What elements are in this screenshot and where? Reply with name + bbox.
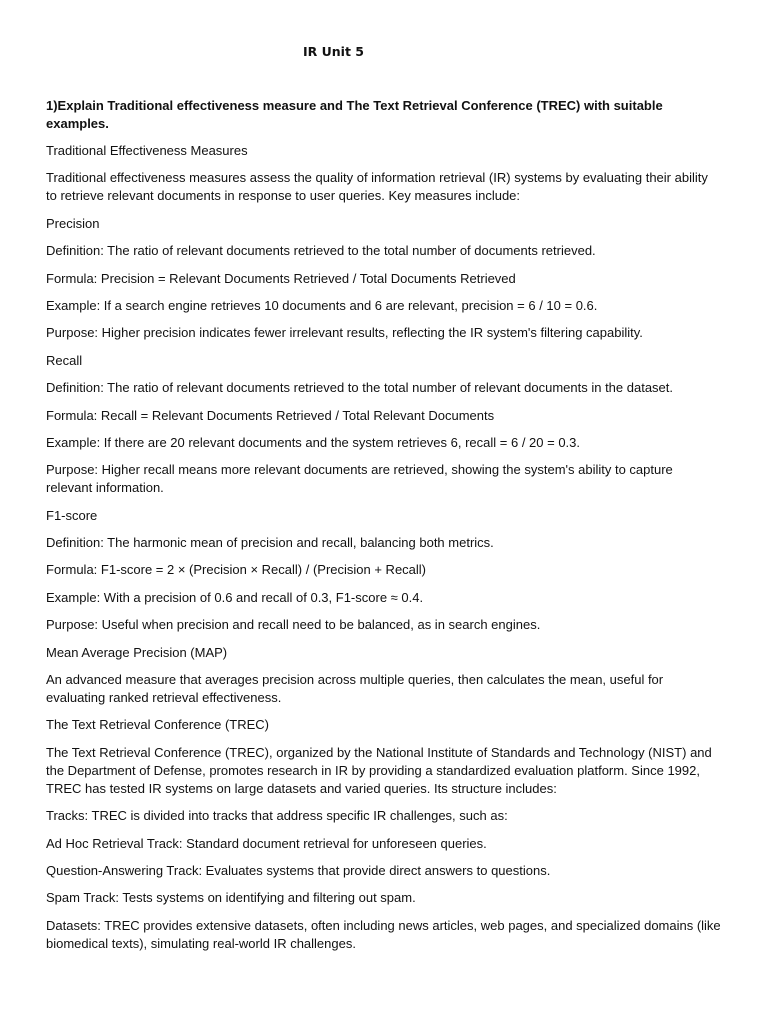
trec-tracks: Tracks: TREC is divided into tracks that address specific IR challenges, such as: <box>46 808 508 824</box>
subheading-map: Mean Average Precision (MAP) <box>46 644 228 660</box>
trec-track-adhoc: Ad Hoc Retrieval Track: Standard document retrieval for unforeseen queries. <box>46 835 487 851</box>
recall-example: Example: If there are 20 relevant documents and the system retrieves 6, recall = 6 / 20 = 0.3. <box>46 434 581 450</box>
recall-purpose: Purpose: Higher recall means more relevant documents are retrieved, showing the system's ability to capture relevant information. <box>46 462 673 496</box>
subheading-recall: Recall <box>46 352 83 368</box>
section-heading-traditional: Traditional Effectiveness Measures <box>46 143 248 158</box>
trec-datasets: Datasets: TREC provides extensive datasets, often including news articles, web pages, and specialized domains (like biomedical texts), simulating real-world IR challenges. <box>46 917 721 951</box>
document-title: IR Unit 5 <box>303 44 364 59</box>
section-heading-trec: The Text Retrieval Conference (TREC) <box>46 717 270 733</box>
precision-purpose: Purpose: Higher precision indicates fewer irrelevant results, reflecting the IR system's filtering capability. <box>46 325 643 341</box>
precision-formula: Formula: Precision = Relevant Documents Retrieved / Total Documents Retrieved <box>46 270 516 286</box>
paragraph-intro: Traditional effectiveness measures assess the quality of information retrieval (IR) systems by evaluating their ability to retrieve relevant documents in response to user queries. Key measures include: <box>46 170 708 204</box>
f1-example: Example: With a precision of 0.6 and recall of 0.3, F1-score ≈ 0.4. <box>46 589 424 605</box>
trec-description: The Text Retrieval Conference (TREC), organized by the National Institute of Standards and Technology (NIST) and the Department of Defense, promotes research in IR by providing a standardized evaluation platform. Since 1992, TREC has tested IR systems on large datasets and varied queries. Its structure includes: <box>46 744 712 796</box>
f1-formula: Formula: F1-score = 2 × (Precision × Recall) / (Precision + Recall) <box>46 562 427 578</box>
precision-definition: Definition: The ratio of relevant documents retrieved to the total number of documents retrieved. <box>46 243 596 259</box>
recall-formula: Formula: Recall = Relevant Documents Retrieved / Total Relevant Documents <box>46 407 495 423</box>
precision-example: Example: If a search engine retrieves 10 documents and 6 are relevant, precision = 6 / 10 = 0.6. <box>46 297 598 313</box>
trec-track-spam: Spam Track: Tests systems on identifying and filtering out spam. <box>46 890 416 906</box>
subheading-f1-score: F1-score <box>46 507 98 523</box>
trec-track-qa: Question-Answering Track: Evaluates systems that provide direct answers to questions. <box>46 862 551 878</box>
recall-definition: Definition: The ratio of relevant documents retrieved to the total number of relevant documents in the dataset. <box>46 380 674 396</box>
f1-purpose: Purpose: Useful when precision and recall need to be balanced, as in search engines. <box>46 617 541 633</box>
subheading-precision: Precision <box>46 215 100 231</box>
question-heading: 1)Explain Traditional effectiveness measure and The Text Retrieval Conference (TREC) with suitable examples. <box>46 98 663 131</box>
document-body <box>46 97 722 962</box>
f1-definition: Definition: The harmonic mean of precision and recall, balancing both metrics. <box>46 535 494 551</box>
map-description: An advanced measure that averages precision across multiple queries, then calculates the mean, useful for evaluating ranked retrieval effectiveness. <box>46 672 664 706</box>
